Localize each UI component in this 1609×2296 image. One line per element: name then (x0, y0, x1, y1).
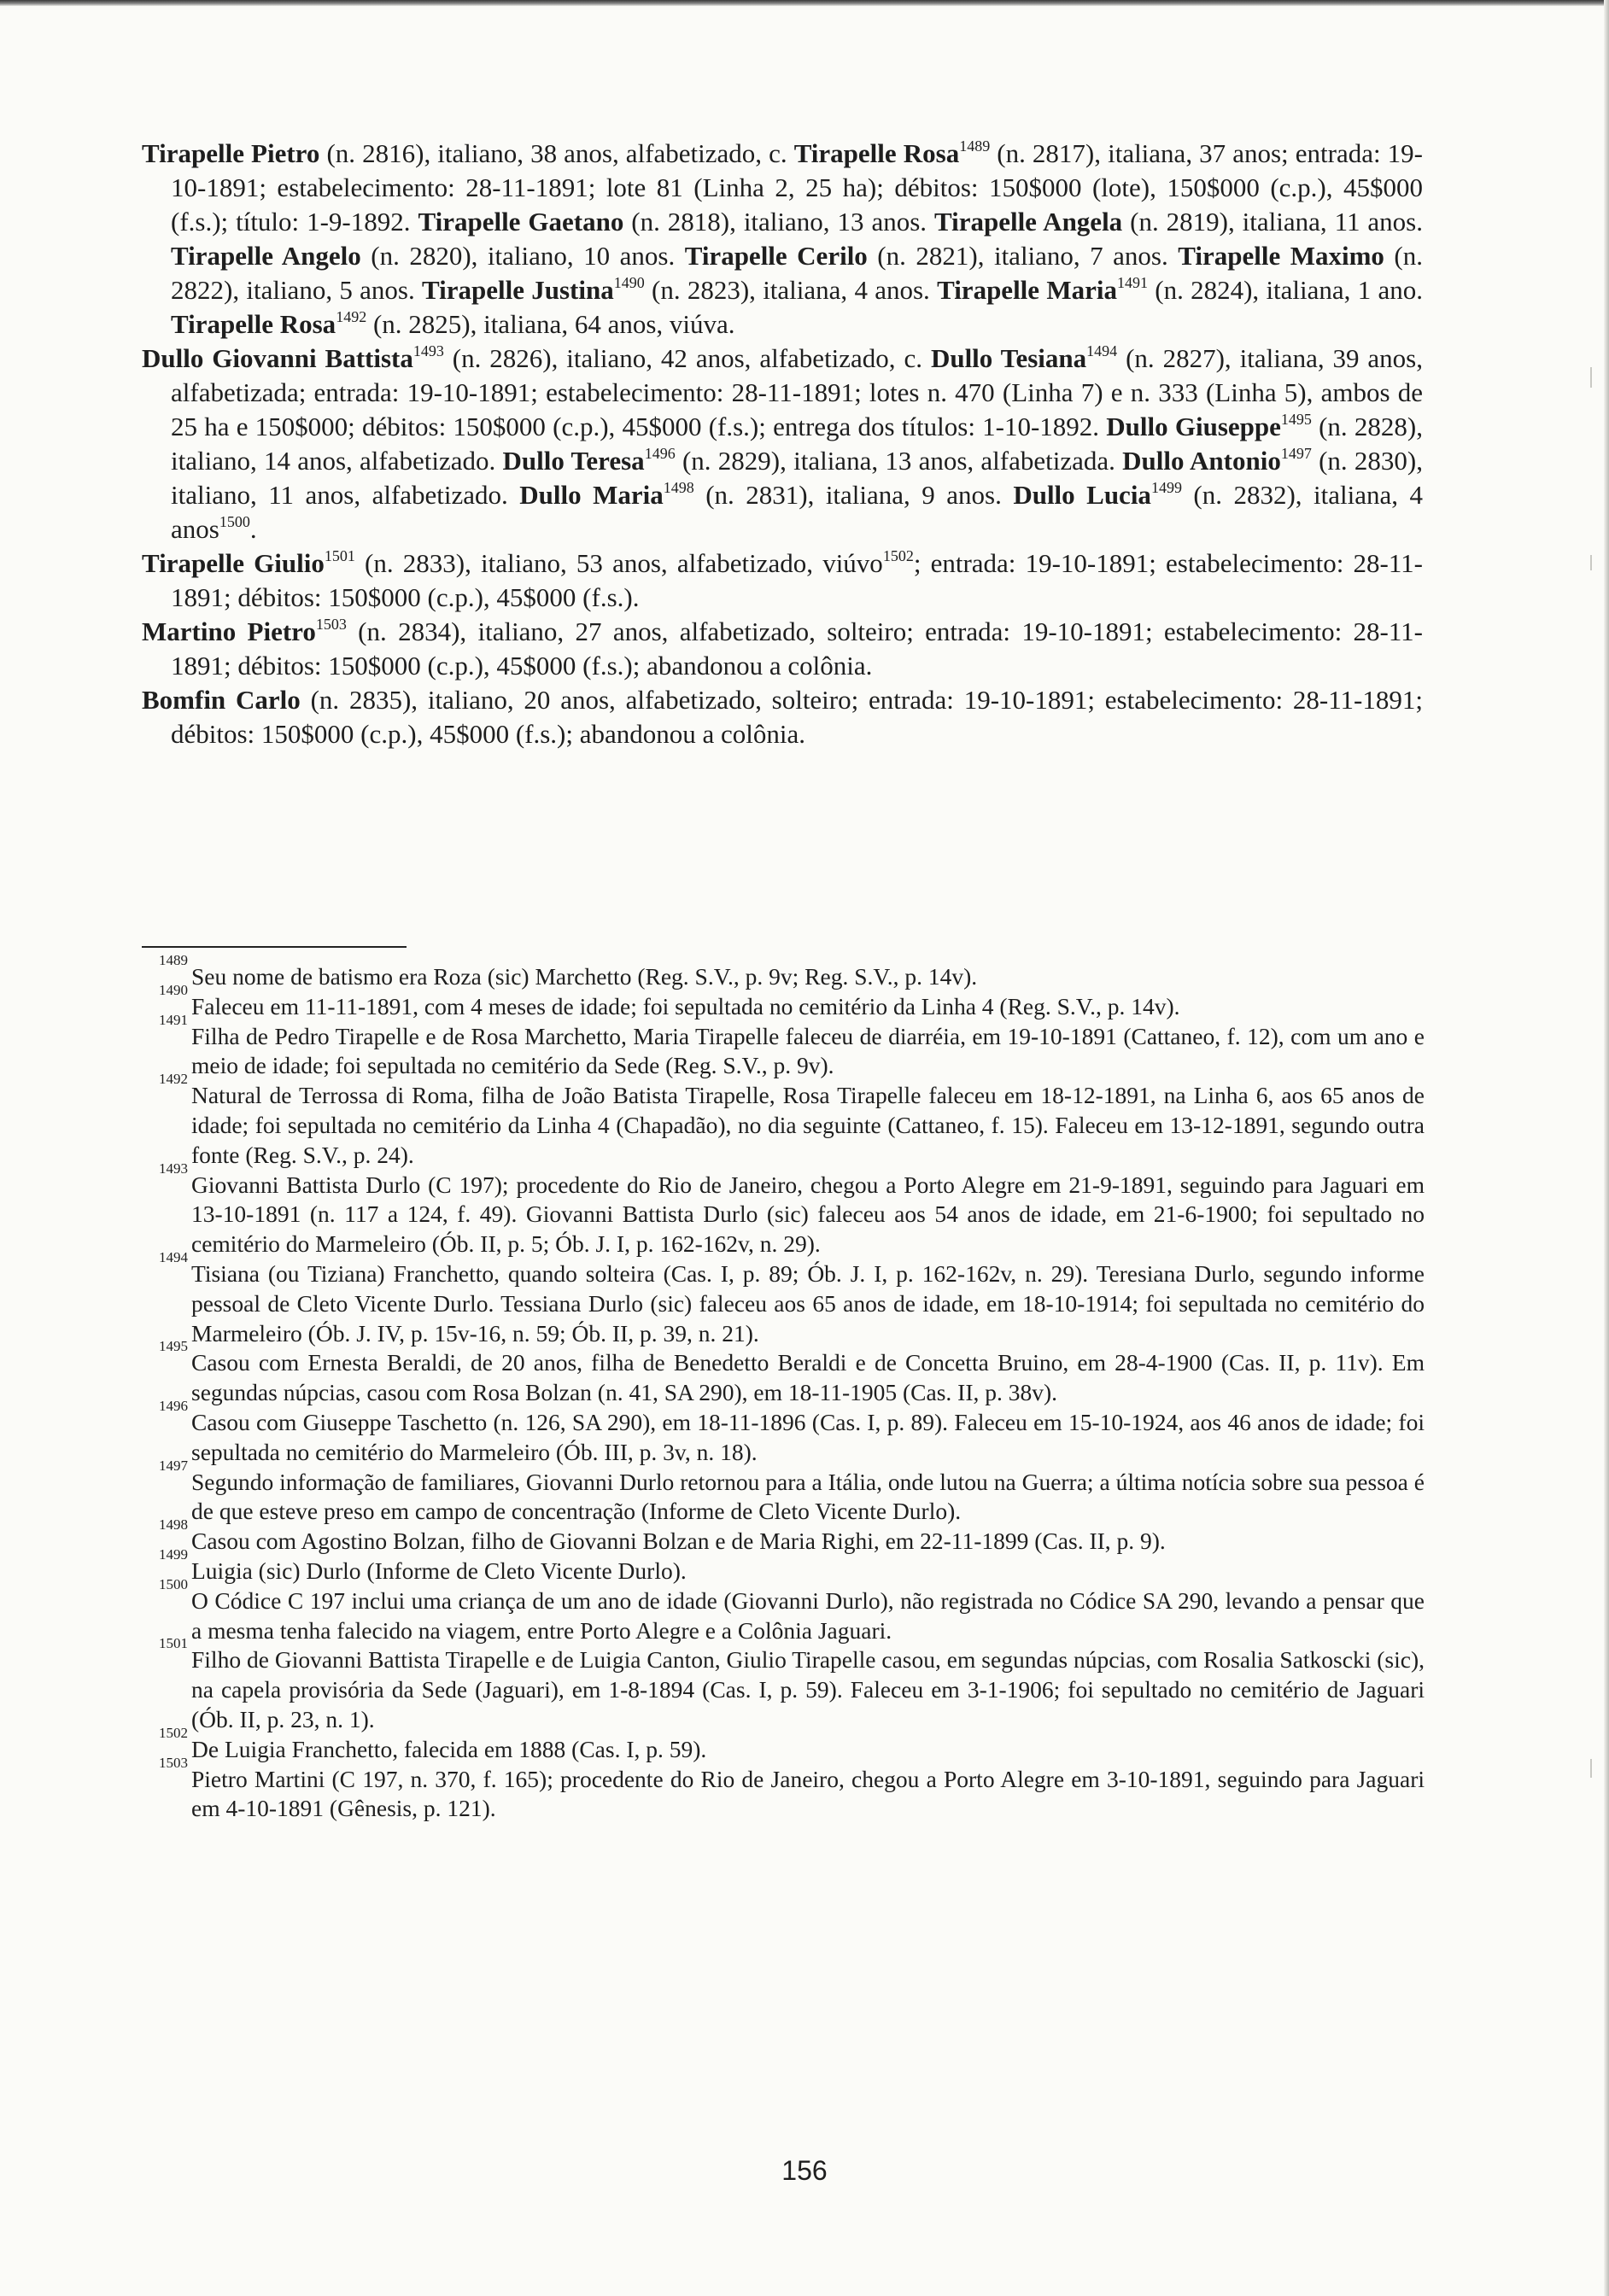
entry-text: (n. 2828), italiano, 14 anos, alfabetizado. (171, 412, 1423, 476)
footnote-text: Segundo informação de familiares, Giovanni Durlo retornou para a Itália, onde lutou na Guerra; a última notícia sobre sua pessoa é de que esteve preso em campo de concentração (Informe de Cleto Vicente Durlo). (191, 1468, 1425, 1525)
footnote-number: 1499 (159, 1545, 188, 1563)
entry-text: . (249, 514, 257, 544)
register-entry (142, 615, 1423, 683)
footnote-text: Pietro Martini (C 197, n. 370, f. 165); procedente do Rio de Janeiro, chegou a Porto Alegre em 3-10-1891, seguindo para Jaguari em 4-10-1891 (Gênesis, p. 121). (191, 1765, 1425, 1822)
footnote (159, 1457, 1425, 1528)
entry-text: (n. 2822), italiano, 5 anos. (171, 241, 1423, 305)
footnote (159, 1071, 1425, 1170)
entry-text: (n. 2825), italiana, 64 anos, viúva. (366, 309, 735, 339)
person-name: Tirapelle Justina (421, 275, 614, 305)
person-name: Dullo Maria (519, 480, 664, 510)
footnote-ref: 1493 (412, 342, 444, 359)
entry-text: (n. 2829), italiana, 13 anos, alfabetizada. (675, 446, 1123, 476)
entry-text: (n. 2821), italiano, 7 anos. (867, 241, 1179, 271)
scan-artifact (1590, 1759, 1592, 1778)
footnote (159, 1724, 1425, 1765)
footnote-ref: 1497 (1280, 445, 1312, 462)
footnote (159, 1516, 1425, 1557)
person-name: Tirapelle Angelo (171, 241, 361, 271)
footnote-ref: 1503 (315, 616, 347, 633)
person-name: Tirapelle Angela (933, 207, 1123, 237)
footnote-number: 1489 (159, 952, 188, 968)
footnote-text: Giovanni Battista Durlo (C 197); procedente do Rio de Janeiro, chegou a Porto Alegre em 21-9-1891, seguindo para Jaguari em 13-10-1891 (n. 117 a 124, f. 49). Giovanni Battista Durlo (sic) faleceu aos 54 anos de idade, em 21-6-1900; foi sepultado no cemitério do Marmeleiro (Ób. II, p. 5; Ób. J. I, p. 162-162v, n. 29). (191, 1171, 1425, 1258)
footnote-ref: 1492 (336, 308, 367, 325)
register-entry (142, 546, 1423, 615)
footnote-number: 1494 (159, 1248, 188, 1265)
person-name: Bomfin Carlo (142, 685, 301, 715)
entry-text: (n. 2824), italiana, 1 ano. (1147, 275, 1423, 305)
person-name: Dullo Tesiana (930, 343, 1087, 373)
footnote (159, 1338, 1425, 1408)
person-name: Tirapelle Rosa (171, 309, 336, 339)
footnote-text: Filho de Giovanni Battista Tirapelle e de Luigia Canton, Giulio Tirapelle casou, em segundas núpcias, com Rosalia Satkoscki (sic), na capela provisória da Sede (Jaguari), em 1-8-1894 (Cas. I, p. 59). Faleceu em 3-1-1906; foi sepultado no cemitério de Jaguari (Ób. II, p. 23, n. 1). (191, 1646, 1425, 1732)
footnote-text: Casou com Giuseppe Taschetto (n. 126, SA 290), em 18-11-1896 (Cas. I, p. 89). Faleceu em 15-10-1924, aos 46 anos de idade; foi sepultada no cemitério do Marmeleiro (Ób. III, p. 3v, n. 18). (191, 1408, 1425, 1465)
footnote-text: Faleceu em 11-11-1891, com 4 meses de idade; foi sepultada no cemitério da Linha 4 (Reg. S.V., p. 14v). (191, 992, 1180, 1019)
footnote-text: Natural de Terrossa di Roma, filha de João Batista Tirapelle, Rosa Tirapelle faleceu em 18-12-1891, na Linha 6, aos 65 anos de idade; foi sepultada no cemitério da Linha 4 (Chapadão), no dia seguinte (Cattaneo, f. 15). Faleceu em 13-12-1891, segundo outra fonte (Reg. S.V., p. 24). (191, 1082, 1425, 1168)
scan-right-edge (1604, 0, 1609, 2296)
footnote-ref: 1498 (663, 479, 694, 496)
entry-text: ; entrada: 19-10-1891; estabelecimento: 28-11-1891; débitos: 150$000 (c.p.), 45$000 (f.s.). (171, 548, 1423, 612)
footnote (159, 1397, 1425, 1468)
footnote-number: 1503 (159, 1754, 188, 1771)
footnote-number: 1492 (159, 1071, 188, 1088)
footnote (159, 981, 1425, 1022)
entry-text: (n. 2819), italiana, 11 anos. (1122, 207, 1423, 237)
footnote (159, 1160, 1425, 1259)
footnote (159, 1754, 1425, 1825)
footnote-number: 1491 (159, 1011, 188, 1028)
footnote-text: Casou com Ernesta Beraldi, de 20 anos, filha de Benedetto Beraldi e de Concetta Bruino, em 28-4-1900 (Cas. II, p. 11v). Em segundas núpcias, casou com Rosa Bolzan (n. 41, SA 290), em 18-11-1905 (Cas. II, p. 38v). (191, 1349, 1425, 1406)
footnote (159, 1011, 1425, 1082)
footnote-ref: 1499 (1150, 479, 1182, 496)
entry-text: (n. 2833), italiano, 53 anos, alfabetizado, viúvo (354, 548, 883, 578)
footnote-separator (142, 946, 407, 948)
entry-text: (n. 2831), italiana, 9 anos. (693, 480, 1014, 510)
entry-text: (n. 2835), italiano, 20 anos, alfabetizado, solteiro; entrada: 19-10-1891; estabelecimento: 28-11-1891; débitos: 150$000 (c.p.), 45$000 (f.s.); abandonou a colônia. (171, 685, 1423, 749)
footnote (159, 1635, 1425, 1734)
footnote-text: De Luigia Franchetto, falecida em 1888 (Cas. I, p. 59). (191, 1735, 707, 1762)
footnote-number: 1497 (159, 1457, 188, 1474)
scan-artifact (1590, 555, 1592, 570)
person-name: Dullo Giuseppe (1106, 412, 1281, 441)
footnote-ref: 1502 (882, 547, 914, 564)
footnote-number: 1495 (159, 1338, 188, 1355)
footnote-text: Filha de Pedro Tirapelle e de Rosa Marchetto, Maria Tirapelle faleceu de diarréia, em 19-10-1891 (Cattaneo, f. 12), com um ano e meio de idade; foi sepultada no cemitério da Sede (Reg. S.V., p. 9v). (191, 1022, 1425, 1079)
footnote-ref: 1491 (1116, 274, 1148, 291)
footnote-text: Seu nome de batismo era Roza (sic) Marchetto (Reg. S.V., p. 9v; Reg. S.V., p. 14v). (191, 963, 978, 990)
person-name: Tirapelle Maximo (1178, 241, 1384, 271)
person-name: Tirapelle Rosa (793, 138, 960, 168)
footnote-ref: 1501 (324, 547, 355, 564)
scan-artifact (1590, 367, 1592, 388)
footnote-ref: 1495 (1280, 411, 1312, 428)
footnote (159, 952, 1425, 992)
entry-text: (n. 2827), italiana, 39 anos, alfabetizada; entrada: 19-10-1891; estabelecimento: 28-11-1891; lotes n. 470 (Linha 7) e n. 333 (Linha 5), ambos de 25 ha e 150$000; débitos: 150$000 (c.p.), 45$000 (f.s.); entrega dos títulos: 1-10-1892. (171, 343, 1423, 441)
register-entry (142, 342, 1423, 546)
register-entry (142, 683, 1423, 751)
person-name: Tirapelle Cerilo (684, 241, 868, 271)
entry-text: (n. 2834), italiano, 27 anos, alfabetizado, solteiro; entrada: 19-10-1891; estabelecimento: 28-11-1891; débitos: 150$000 (c.p.), 45$000 (f.s.); abandonou a colônia. (171, 616, 1424, 681)
person-name: Dullo Teresa (502, 446, 645, 476)
person-name: Tirapelle Gaetano (418, 207, 624, 237)
footnote-number: 1493 (159, 1160, 188, 1177)
entry-text: (n. 2816), italiano, 38 anos, alfabetizado, c. (319, 138, 794, 168)
entry-text: (n. 2832), italiana, 4 anos (171, 480, 1423, 544)
footnote (159, 1575, 1425, 1646)
person-name: Dullo Lucia (1013, 480, 1151, 510)
person-name: Dullo Giovanni Battista (142, 343, 413, 373)
footnote-number: 1500 (159, 1575, 188, 1592)
person-name: Tirapelle Maria (937, 275, 1117, 305)
register-entry (142, 137, 1423, 342)
entry-text: (n. 2823), italiana, 4 anos. (644, 275, 938, 305)
scan-top-edge (0, 0, 1609, 6)
person-name: Martino Pietro (142, 616, 316, 646)
footnote-number: 1496 (159, 1397, 188, 1414)
entry-text: (n. 2817), italiana, 37 anos; entrada: 19-10-1891; estabelecimento: 28-11-1891; lote 81 (Linha 2, 25 ha); débitos: 150$000 (lote), 150$000 (c.p.), 45$000 (f.s.); título: 1-9-1892. (171, 138, 1423, 237)
entry-text: (n. 2826), italiano, 42 anos, alfabetizado, c. (443, 343, 931, 373)
footnote-ref: 1500 (219, 513, 250, 530)
entry-text: (n. 2818), italiano, 13 anos. (623, 207, 934, 237)
footnote-number: 1490 (159, 981, 188, 998)
footnote-ref: 1496 (644, 445, 676, 462)
footnotes (159, 952, 1425, 1824)
page-number: 156 (781, 2155, 828, 2186)
person-name: Tirapelle Pietro (142, 138, 320, 168)
footnote (159, 1545, 1425, 1586)
footnote-ref: 1489 (959, 137, 991, 155)
entry-text: (n. 2820), italiano, 10 anos. (360, 241, 685, 271)
entry-text: (n. 2830), italiano, 11 anos, alfabetizado. (171, 446, 1423, 510)
footnote-text: Luigia (sic) Durlo (Informe de Cleto Vicente Durlo). (191, 1557, 687, 1584)
register-entries (142, 137, 1423, 751)
footnote-number: 1501 (159, 1635, 188, 1652)
footnote-number: 1498 (159, 1516, 188, 1534)
footnote-number: 1502 (159, 1724, 188, 1741)
footnote-ref: 1490 (613, 274, 645, 291)
footnote-text: O Códice C 197 inclui uma criança de um ano de idade (Giovanni Durlo), não registrada no Códice SA 290, levando a pensar que a mesma tenha falecido na viagem, entre Porto Alegre e a Colônia Jaguari. (191, 1586, 1425, 1644)
footnote-ref: 1494 (1086, 342, 1118, 359)
footnote-text: Tisiana (ou Tiziana) Franchetto, quando solteira (Cas. I, p. 89; Ób. J. I, p. 162-162v, n. 29). Teresiana Durlo, segundo informe pessoal de Cleto Vicente Durlo. Tessiana Durlo (sic) faleceu aos 65 anos de idade, em 18-10-1914; foi sepultada no cemitério do Marmeleiro (Ób. J. IV, p. 15v-16, n. 59; Ób. II, p. 39, n. 21). (191, 1259, 1425, 1347)
person-name: Tirapelle Giulio (142, 548, 325, 578)
person-name: Dullo Antonio (1122, 446, 1281, 476)
footnote-text: Casou com Agostino Bolzan, filho de Giovanni Bolzan e de Maria Righi, em 22-11-1899 (Cas. II, p. 9). (191, 1528, 1166, 1555)
footnote (159, 1248, 1425, 1348)
